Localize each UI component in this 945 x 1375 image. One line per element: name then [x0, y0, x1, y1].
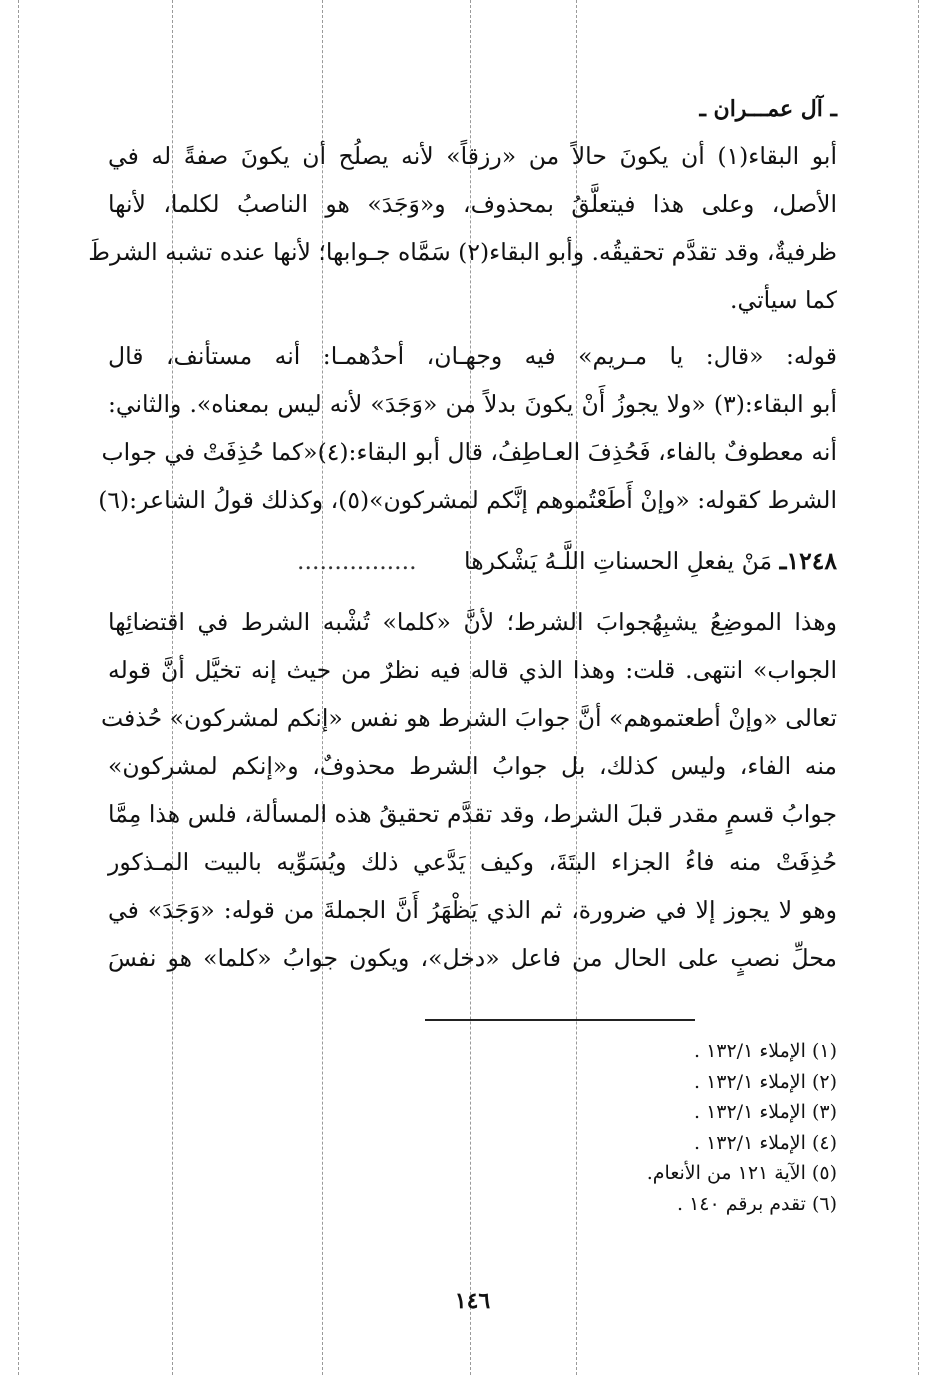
footnote: (٣) الإملاء ١٣٢/١ .	[693, 1101, 837, 1123]
paragraph-1	[88, 132, 837, 324]
text-line: الأصل، وعلى هذا فيتعلَّقُ بمحذوف، و«وَجَدَ» هو الناصبُ لكلما، لأنها	[108, 190, 837, 218]
footnotes	[647, 1036, 837, 1219]
footnote: (٢) الإملاء ١٣٢/١ .	[693, 1070, 837, 1093]
text-line: أبو البقاء(١) أن يكونَ حالاً من «رزقاً» لأنه يصلُح أن يكونَ صفةً له في	[108, 142, 837, 170]
text-line: محلِّ نصبٍ على الحال من فاعل «دخل»، ويكون جوابُ «كلما» هو نفسَ	[108, 944, 837, 972]
poetry-verse	[108, 537, 837, 585]
text-line: كما سيأتي.	[730, 286, 837, 314]
document-page	[88, 0, 837, 1375]
text-line: الشرط كقوله: «وإنْ أَطَعْتُموهم إنَّكم لمشركون»(٥)، وكذلك قولُ الشاعر:(٦)	[98, 486, 837, 514]
footnote: (٤) الإملاء ١٣٢/١ .	[693, 1131, 837, 1154]
footnote: (١) الإملاء ١٣٢/١ .	[693, 1040, 837, 1062]
text-line: قوله: «قال: يا مـريم» فيه وجهـان، أحدُهمـا: أنه مستأنف، قال	[108, 342, 837, 370]
paragraph-2	[98, 332, 837, 524]
footnote: (٦) تقدم برقم ١٤٠ .	[676, 1192, 837, 1215]
page-number: ١٤٦	[454, 1288, 491, 1314]
footnote: (٥) الآية ١٢١ من الأنعام.	[646, 1162, 837, 1184]
text-line: ظرفيةٌ، وقد تقدَّم تحقيقُه. وأبو البقاء(٢) سَمَّاه جـوابها؛ لأنها عنده تشبه الشرطَ	[88, 238, 837, 266]
paragraph-3	[100, 598, 837, 982]
running-header: ـ آل عمـــران ـ	[699, 96, 837, 122]
verse-text: مَنْ يفعلِ الحسناتِ اللَّـهُ يَشْكرها	[464, 547, 773, 575]
scan-guide-line	[918, 0, 919, 1375]
text-line: وهو لا يجوز إلا في ضرورة، ثم الذي يَظْهَرُ أَنَّ الجملةَ من قوله: «وَجَدَ» في	[108, 896, 837, 924]
text-line: الجواب» انتهى. قلت: وهذا الذي قاله فيه نظرٌ من حيث إنه تخيَّل أنَّ قوله	[108, 656, 837, 684]
text-line: تعالى «وإنْ أطعتموهم» أنَّ جوابَ الشرط هو نفس «إنكم لمشركون» حُذفت	[100, 704, 837, 732]
verse-number: ١٢٤٨ـ	[779, 547, 837, 575]
text-line: حُذِفَتْ منه فاءُ الجزاء البتَةَ، وكيف يَدَّعي ذلك ويُسَوِّيه بالبيت المـذكور	[108, 848, 837, 876]
text-line: أبو البقاء:(٣) «ولا يجوزُ أَنْ يكونَ بدلاً من «وَجَدَ» لأنه ليس بمعناه». والثاني:	[108, 390, 837, 418]
verse-ellipsis: ................	[297, 547, 417, 575]
text-line: أنه معطوفٌ بالفاء، فَحُذِفَ العـاطِفُ، قال أبو البقاء:(٤)«كما حُذِفَتْ في جواب	[101, 438, 837, 466]
text-line: وهذا الموضِعُ يشبِهُجوابَ الشرط؛ لأنَّ «كلما» تُشْبه الشرط في اقتضائِها	[108, 608, 837, 636]
scan-guide-line	[18, 0, 19, 1375]
footnote-separator	[425, 1019, 695, 1021]
text-line: منه الفاء، وليس كذلك، بل جوابُ الشرط محذوفٌ، و«إنكم لمشركون»	[108, 752, 837, 780]
text-line: جوابُ قسمٍ مقدر قبلَ الشرط، وقد تقدَّم تحقيقُ هذه المسألة، فلس هذا مِمَّا	[108, 800, 837, 828]
